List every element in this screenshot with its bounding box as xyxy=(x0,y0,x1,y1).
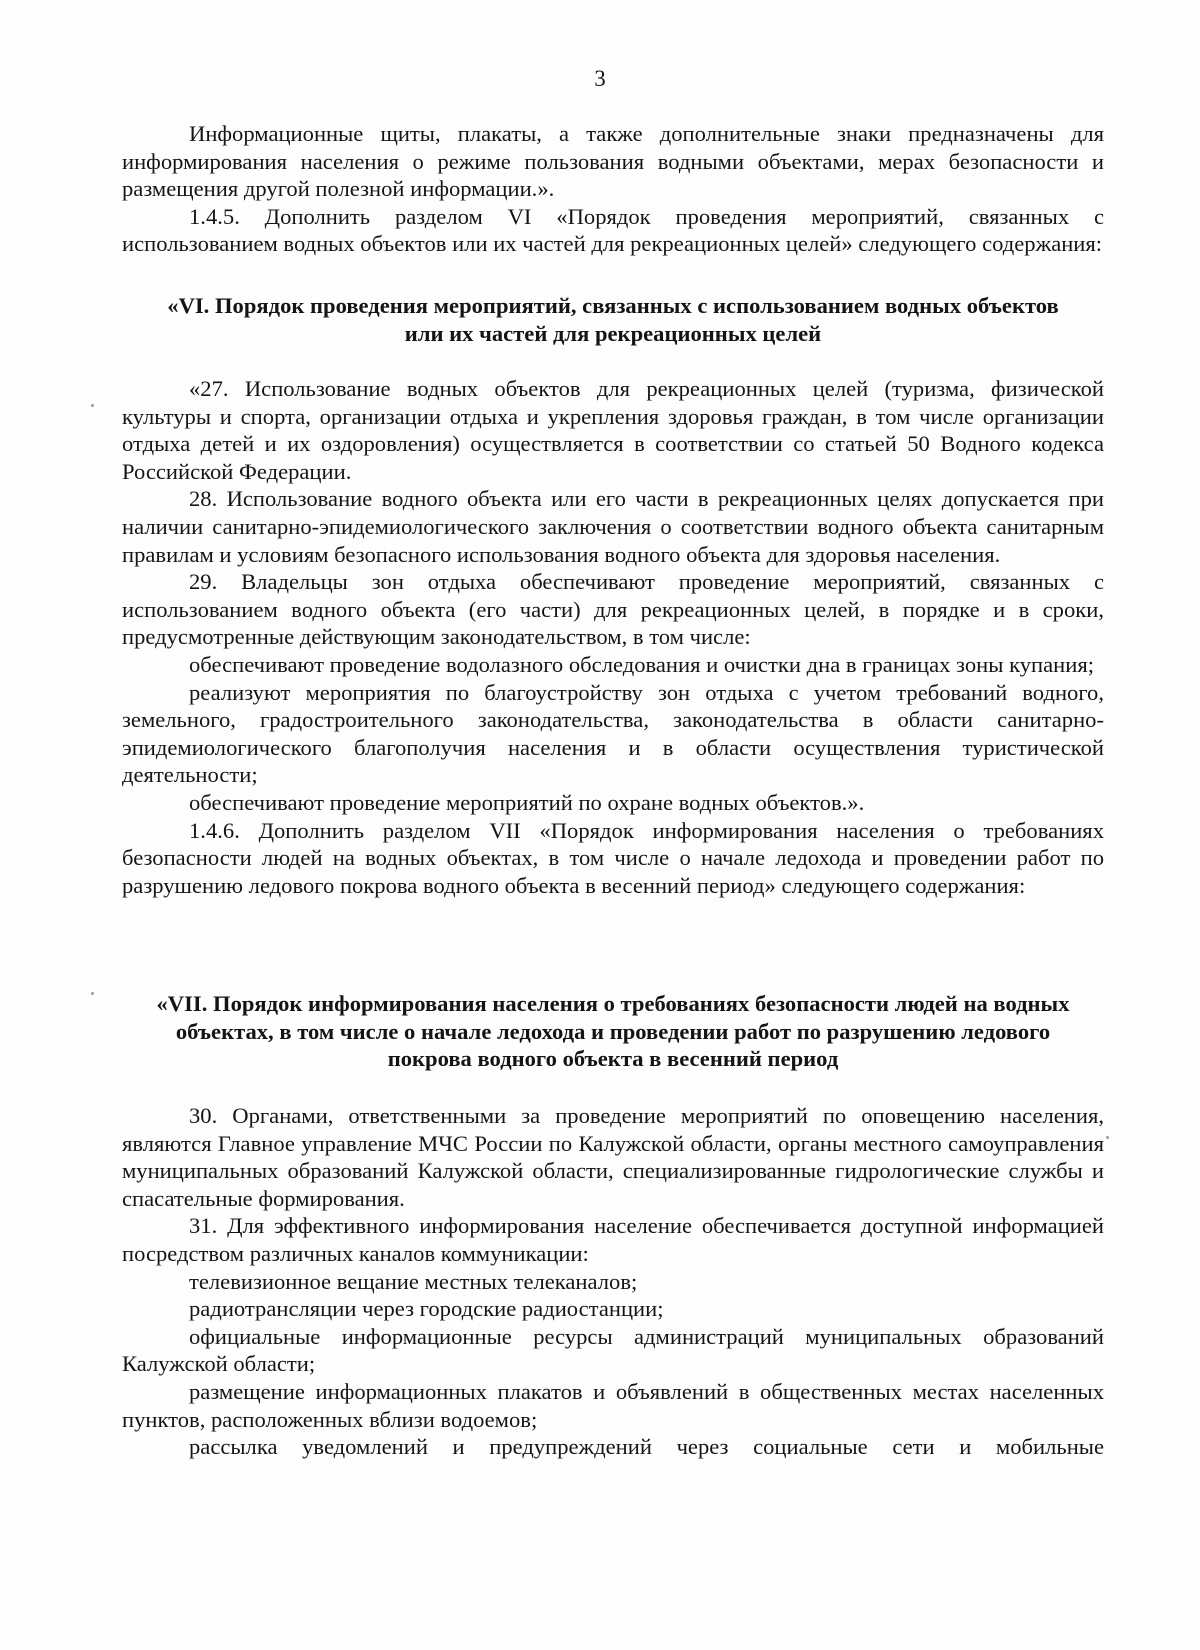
paragraph-1-4-6: 1.4.6. Дополнить разделом VII «Порядок информирования населения о требованиях безопасности людей на водных объектах, в том числе о начале ледохода и проведении работ по разрушению ледового покрова водного объекта в весенний период» следующего содержания: xyxy=(122,817,1104,898)
paragraph-27: «27. Использование водных объектов для рекреационных целей (туризма, физической культуры и спорта, организации отдыха и укрепления здоровья граждан, в том числе организации отдыха детей и их оздоровления) осуществляется в соответствии со статьей 50 Водного кодекса Российской Федерации. xyxy=(122,376,1104,484)
paragraph-29: 29. Владельцы зон отдыха обеспечивают проведение мероприятий, связанных с использованием водного объекта (его части) для рекреационных целей, в порядке и в сроки, предусмотренные действующим законодательством, в том числе: xyxy=(122,569,1104,650)
paragraph-28: 28. Использование водного объекта или его части в рекреационных целях допускается при наличии санитарно-эпидемиологического заключения о соответствии водного объекта санитарным правилам и условиям безопасного использования водного объекта для здоровья населения. xyxy=(122,486,1104,567)
page-number: 3 xyxy=(594,66,606,91)
list-item-radio: радиотрансляции через городские радиостанции; xyxy=(189,1296,664,1322)
paragraph-30: 30. Органами, ответственными за проведение мероприятий по оповещению населения, являются Главное управление МЧС России по Калужской области, органы местного самоуправления муниципальных образований Калужской области, специализированные гидрологические службы и спасательные формирования. xyxy=(122,1103,1104,1211)
list-item-tv: телевизионное вещание местных телеканалов; xyxy=(189,1268,638,1294)
section-vii-heading: «VII. Порядок информирования населения о требованиях безопасности людей на водных объектах, в том числе о начале ледохода и проведении работ по разрушению ледового покрова водного объекта в весенний период xyxy=(156,991,1070,1072)
scan-speck xyxy=(1106,1136,1109,1139)
list-item-diving-survey: обеспечивают проведение водолазного обследования и очистки дна в границах зоны купания; xyxy=(189,651,1094,677)
section-vi-heading: «VI. Порядок проведения мероприятий, связанных с использованием водных объектов или их частей для рекреационных целей xyxy=(167,293,1059,346)
section-vi-heading-wrap xyxy=(122,292,1104,347)
scan-speck xyxy=(91,404,94,407)
section-vii-heading-wrap xyxy=(122,990,1104,1073)
list-item-official-resources: официальные информационные ресурсы администраций муниципальных образований Калужской области; xyxy=(122,1323,1104,1377)
scan-speck xyxy=(91,992,94,995)
list-item-posters: размещение информационных плакатов и объявлений в общественных местах населенных пунктов, расположенных вблизи водоемов; xyxy=(122,1378,1104,1432)
paragraph-info-boards: Информационные щиты, плакаты, а также дополнительные знаки предназначены для информирования населения о режиме пользования водными объектами, мерах безопасности и размещения другой полезной информации.». xyxy=(122,121,1104,202)
paragraph-1-4-5: 1.4.5. Дополнить разделом VI «Порядок проведения мероприятий, связанных с использованием водных объектов или их частей для рекреационных целей» следующего содержания: xyxy=(122,203,1104,257)
section-vii-body xyxy=(122,1102,1104,1461)
list-item-notifications: рассылка уведомлений и предупреждений через социальные сети и мобильные xyxy=(189,1434,1104,1460)
intro-section xyxy=(122,120,1104,258)
list-item-water-protection: обеспечивают проведение мероприятий по охране водных объектов.». xyxy=(189,789,865,815)
list-item-improvement: реализуют мероприятия по благоустройству зон отдыха с учетом требований водного, земельного, градостроительного законодательства, законодательства в области санитарно-эпидемиологического благополучия населения и в области осуществления туристической деятельности; xyxy=(122,679,1104,788)
paragraph-31: 31. Для эффективного информирования население обеспечивается доступной информацией посредством различных каналов коммуникации: xyxy=(122,1213,1104,1266)
section-vi-body xyxy=(122,375,1104,899)
